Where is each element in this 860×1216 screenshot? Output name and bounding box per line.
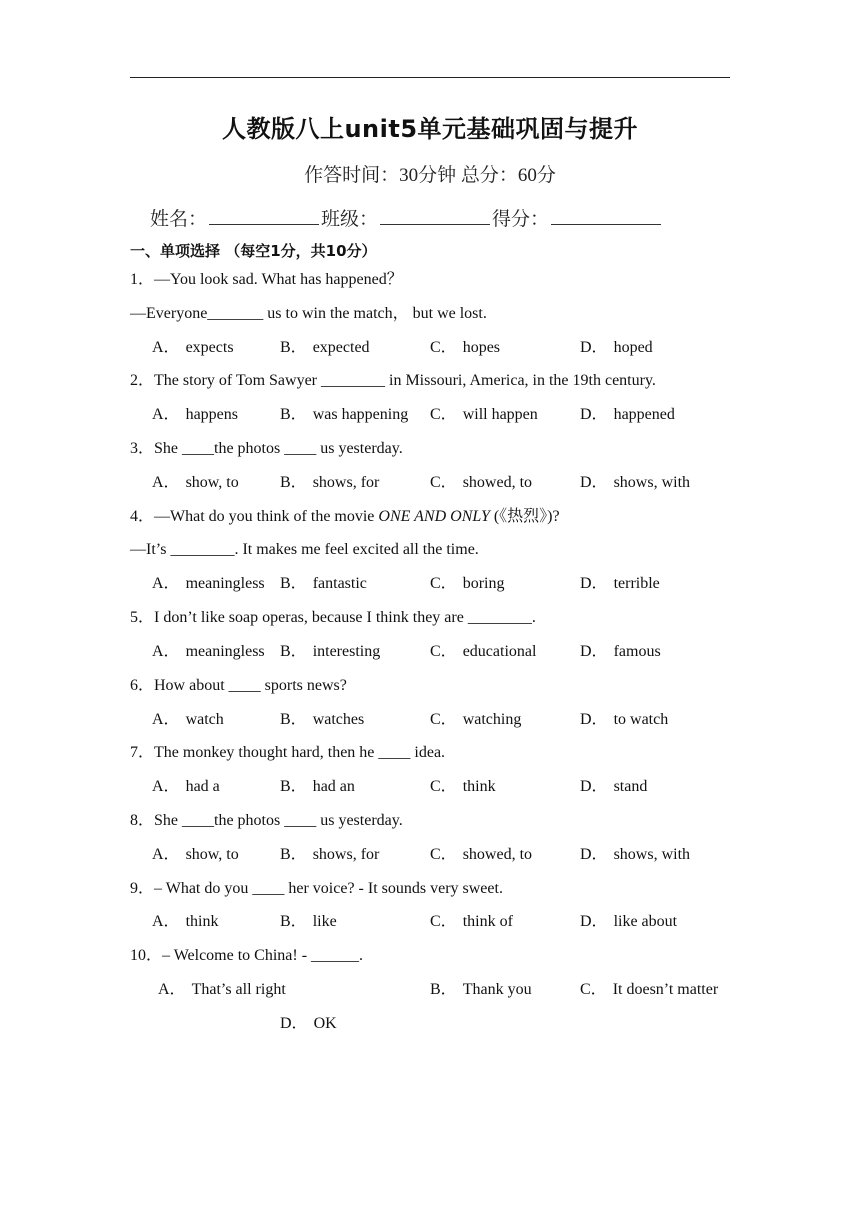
option-c: C． think — [430, 778, 496, 795]
option-c: C． think of — [430, 913, 513, 930]
option-c: C． showed, to — [430, 474, 533, 491]
question-1-stem-2: —Everyone_______ us to win the match， but we lost. — [130, 305, 487, 322]
option-b: B． expected — [280, 339, 370, 356]
option-b: B． shows, for — [280, 846, 380, 863]
option-c: C． It doesn’t matter — [580, 981, 719, 998]
option-d: D． terrible — [580, 575, 660, 592]
question-5-stem: 5．I don’t like soap operas, because I think they are ________. — [130, 609, 536, 626]
question-8-stem: 8．She ____the photos ____ us yesterday. — [130, 812, 403, 829]
score-blank[interactable] — [551, 206, 661, 225]
option-c: C． watching — [430, 711, 522, 728]
option-b: B． watches — [280, 711, 365, 728]
option-b: B． fantastic — [280, 575, 367, 592]
option-d: D． happened — [580, 406, 675, 423]
question-6-stem: 6．How about ____ sports news? — [130, 677, 347, 694]
option-b: B． like — [280, 913, 337, 930]
option-b: B． Thank you — [430, 981, 532, 998]
option-a: A． had a — [152, 778, 220, 795]
option-a: A． watch — [152, 711, 224, 728]
option-c: C． educational — [430, 643, 537, 660]
option-c: C． showed, to — [430, 846, 533, 863]
option-c: C． hopes — [430, 339, 501, 356]
option-a: A． think — [152, 913, 219, 930]
option-d: D． like about — [580, 913, 678, 930]
page-subtitle: 作答时间：30分钟 总分：60分 — [304, 165, 556, 186]
option-a: A． show, to — [152, 846, 239, 863]
option-a: A． meaningless — [152, 575, 265, 592]
student-info-row — [150, 204, 710, 231]
movie-title: ONE AND ONLY — [378, 508, 490, 525]
top-rule — [130, 77, 730, 78]
option-a: A． meaningless — [152, 643, 265, 660]
question-4-stem: 4．—What do you think of the movie ONE AND ONLY (《热烈》)? — [130, 508, 560, 525]
name-blank[interactable] — [209, 206, 319, 225]
option-c: C． boring — [430, 575, 505, 592]
class-blank[interactable] — [380, 206, 490, 225]
question-9-stem: 9．– What do you ____ her voice? - It sounds very sweet. — [130, 880, 503, 897]
option-a: A． happens — [152, 406, 238, 423]
option-b: B． was happening — [280, 406, 409, 423]
question-2-stem: 2．The story of Tom Sawyer ________ in Missouri, America, in the 19th century. — [130, 372, 656, 389]
name-label: 姓名： — [150, 209, 208, 230]
option-d: D． shows, with — [580, 846, 691, 863]
option-b: B． interesting — [280, 643, 381, 660]
option-d: D． famous — [580, 643, 661, 660]
option-d: D． shows, with — [580, 474, 691, 491]
question-3-stem: 3．She ____the photos ____ us yesterday. — [130, 440, 403, 457]
page-title: 人教版八上unit5单元基础巩固与提升 — [221, 115, 639, 143]
option-b: B． shows, for — [280, 474, 380, 491]
option-d: D． to watch — [580, 711, 669, 728]
question-4-stem-2: —It’s ________. It makes me feel excited all the time. — [130, 541, 479, 558]
option-d: D． stand — [580, 778, 648, 795]
option-b: B． had an — [280, 778, 355, 795]
score-label: 得分： — [492, 209, 550, 230]
question-7-stem: 7．The monkey thought hard, then he ____ idea. — [130, 744, 446, 761]
option-a: A． That’s all right — [158, 981, 286, 998]
option-d: D． hoped — [580, 339, 653, 356]
option-a: A． expects — [152, 339, 234, 356]
option-c: C． will happen — [430, 406, 538, 423]
question-10-stem: 10．– Welcome to China! - ______. — [130, 947, 364, 964]
option-a: A． show, to — [152, 474, 239, 491]
class-label: 班级： — [321, 209, 379, 230]
question-1-stem: 1．—You look sad. What has happened？ — [130, 271, 403, 288]
option-d: D． OK — [280, 1015, 337, 1032]
section-heading: 一、单项选择 （每空1分，共10分） — [130, 242, 377, 260]
